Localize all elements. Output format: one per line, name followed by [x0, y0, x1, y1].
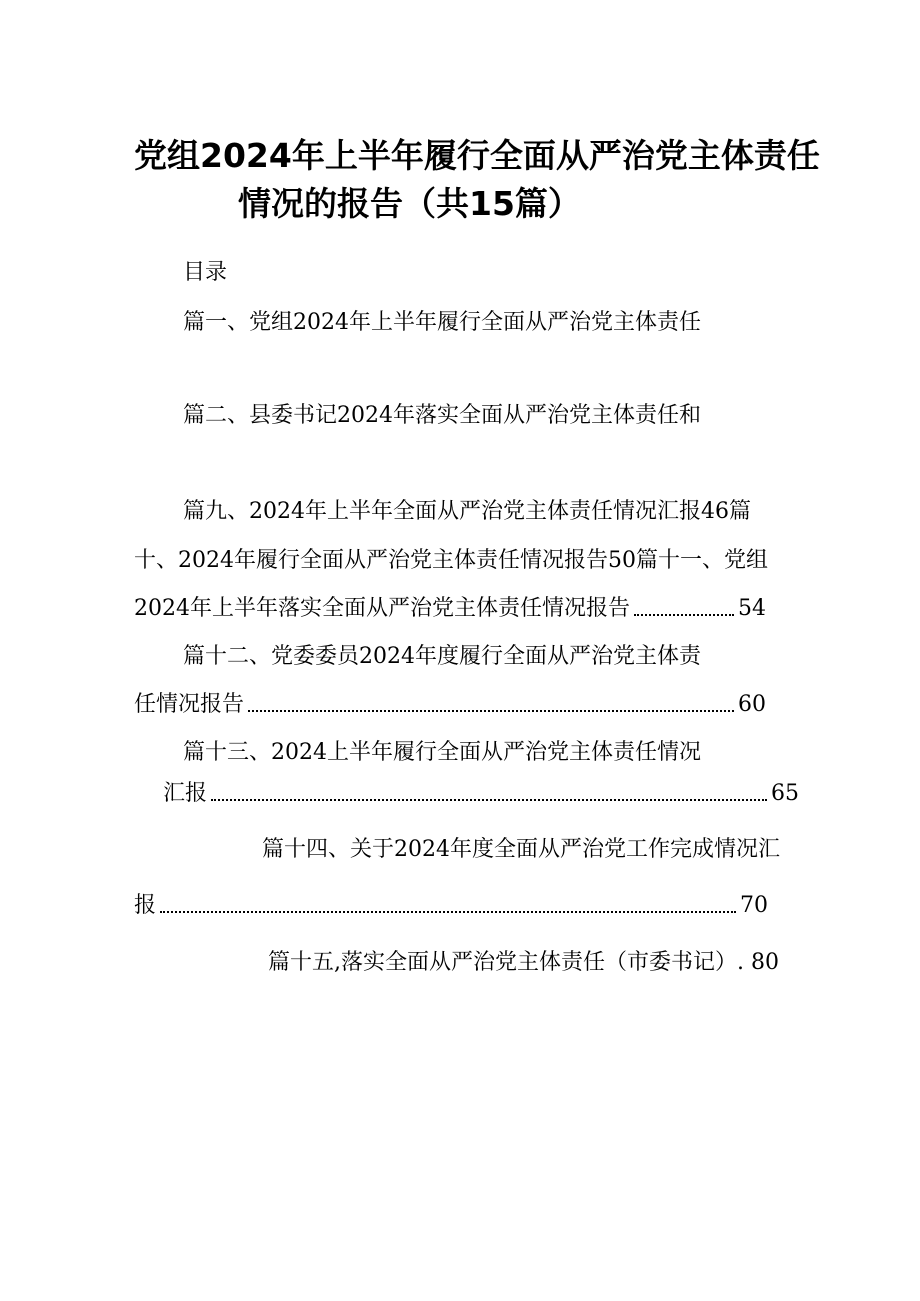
- dot-leader: [211, 799, 767, 801]
- toc-entry-13-continued[interactable]: [163, 779, 799, 809]
- toc-entry-9[interactable]: 篇九、2024年上半年全面从严治党主体责任情况汇报46篇: [183, 499, 751, 524]
- dot-leader: [248, 710, 734, 712]
- toc-page-number: 65: [771, 781, 799, 806]
- document-title-line-1: 党组2024年上半年履行全面从严治党主体责任: [134, 136, 820, 175]
- toc-entry-11-continued[interactable]: [134, 594, 766, 624]
- dot-leader: [634, 614, 734, 616]
- toc-entry-15[interactable]: 篇十五,落实全面从严治党主体责任（市委书记）. 80: [268, 950, 779, 975]
- toc-entry-text: 报: [134, 893, 157, 918]
- toc-entry-1[interactable]: 篇一、党组2024年上半年履行全面从严治党主体责任: [183, 310, 701, 335]
- toc-entry-text: 2024年上半年落实全面从严治党主体责任情况报告: [134, 596, 630, 621]
- dot-leader: [160, 911, 736, 913]
- toc-entry-10-11[interactable]: 十、2024年履行全面从严治党主体责任情况报告50篇十一、党组: [134, 548, 768, 573]
- toc-page-number: 70: [740, 893, 768, 918]
- document-title-line-2: 情况的报告（共15篇）: [238, 184, 581, 223]
- toc-entry-text: 任情况报告: [134, 692, 245, 717]
- toc-heading: 目录: [183, 260, 228, 285]
- toc-entry-12[interactable]: 篇十二、党委委员2024年度履行全面从严治党主体责: [183, 644, 701, 669]
- toc-entry-2[interactable]: 篇二、县委书记2024年落实全面从严治党主体责任和: [183, 403, 701, 428]
- toc-entry-14-continued[interactable]: [134, 891, 768, 921]
- toc-entry-13[interactable]: 篇十三、2024上半年履行全面从严治党主体责任情况: [183, 740, 701, 765]
- toc-page-number: 60: [738, 692, 766, 717]
- toc-entry-14[interactable]: 篇十四、关于2024年度全面从严治党工作完成情况汇: [262, 837, 780, 862]
- toc-entry-12-continued[interactable]: [134, 690, 766, 720]
- toc-entry-text: 汇报: [163, 781, 208, 806]
- toc-page-number: 54: [738, 596, 766, 621]
